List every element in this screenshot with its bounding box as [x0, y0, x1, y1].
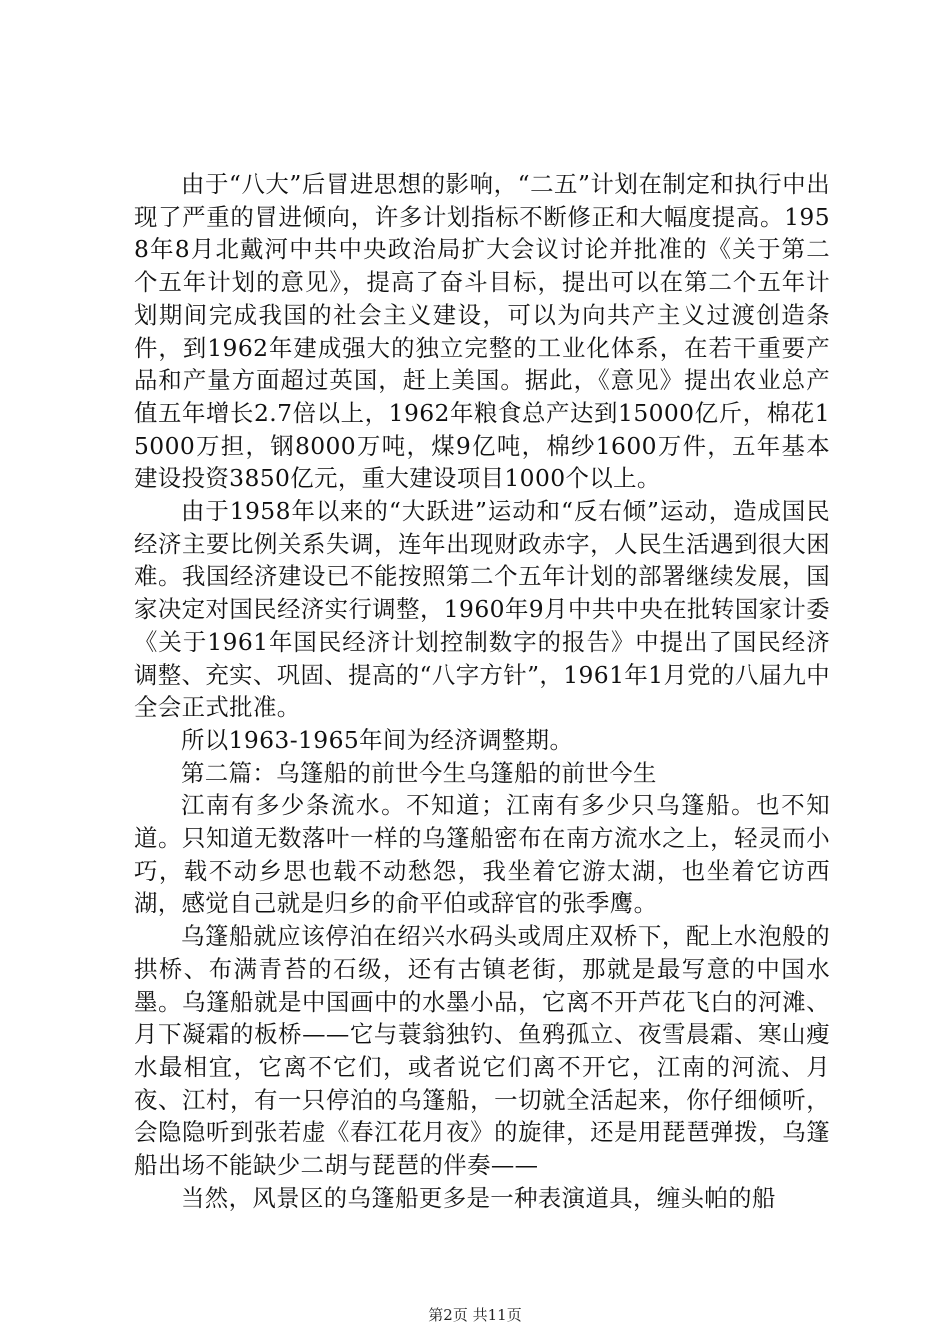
paragraph-jiangnan-boats: 江南有多少条流水。不知道；江南有多少只乌篷船。也不知道。只知道无数落叶一样的乌篷船密布在南方流水之上，轻灵而小巧，载不动乡思也载不动愁怨，我坐着它游太湖，也坐着它访西湖，感觉自己就是归乡的俞平伯或辞官的张季鹰。 [134, 791, 830, 918]
document-body [134, 168, 830, 1215]
paragraph-ink-painting: 乌篷船就应该停泊在绍兴水码头或周庄双桥下，配上水泡般的拱桥、布满青苔的石级，还有古镇老街，那就是最写意的中国水墨。乌篷船就是中国画中的水墨小品，它离不开芦花飞白的河滩、月下凝霜的板桥——它与蓑翁独钓、鱼鸦孤立、夜雪晨霜、寒山瘦水最相宜，它离不它们，或者说它们离不开它，江南的河流、月夜、江村，有一只停泊的乌篷船，一切就全活起来，你仔细倾听，会隐隐听到张若虚《春江花月夜》的旋律，还是用琵琶弹拨，乌篷船出场不能缺少二胡与琵琶的伴奏—— [134, 922, 830, 1180]
paragraph-economic-adjustment: 由于1958年以来的“大跃进”运动和“反右倾”运动，造成国民经济主要比例关系失调，连年出现财政赤字，人民生活遇到很大困难。我国经济建设已不能按照第二个五年计划的部署继续发展，国家决定对国民经济实行调整，1960年9月中共中央在批转国家计委《关于1961年国民经济计划控制数字的报告》中提出了国民经济调整、充实、巩固、提高的“八字方针”，1961年1月党的八届九中全会正式批准。 [134, 497, 830, 722]
paragraph-adjustment-period: 所以1963-1965年间为经济调整期。 [181, 725, 574, 754]
paragraph-second-five-year-plan: 由于“八大”后冒进思想的影响，“二五”计划在制定和执行中出现了严重的冒进倾向，许多计划指标不断修正和大幅度提高。1958年8月北戴河中共中央政治局扩大会议讨论并批准的《关于第二个五年计划的意见》，提高了奋斗目标，提出可以在第二个五年计划期间完成我国的社会主义建设，可以为向共产主义过渡创造条件，到1962年建成强大的独立完整的工业化体系，在若干重要产品和产量方面超过英国，赶上美国。据此，《意见》提出农业总产值五年增长2.7倍以上，1962年粮食总产达到15000亿斤，棉花15000万担，钢8000万吨，煤9亿吨，棉纱1600万件，五年基本建设投资3850亿元，重大建设项目1000个以上。 [134, 170, 830, 493]
paragraph-scenic-area: 当然，风景区的乌篷船更多是一种表演道具，缠头帕的船 [181, 1183, 776, 1212]
section-heading-second-chapter: 第二篇：乌篷船的前世今生乌篷船的前世今生 [181, 758, 657, 787]
page-footer: 第2页 共11页 [428, 1306, 522, 1324]
